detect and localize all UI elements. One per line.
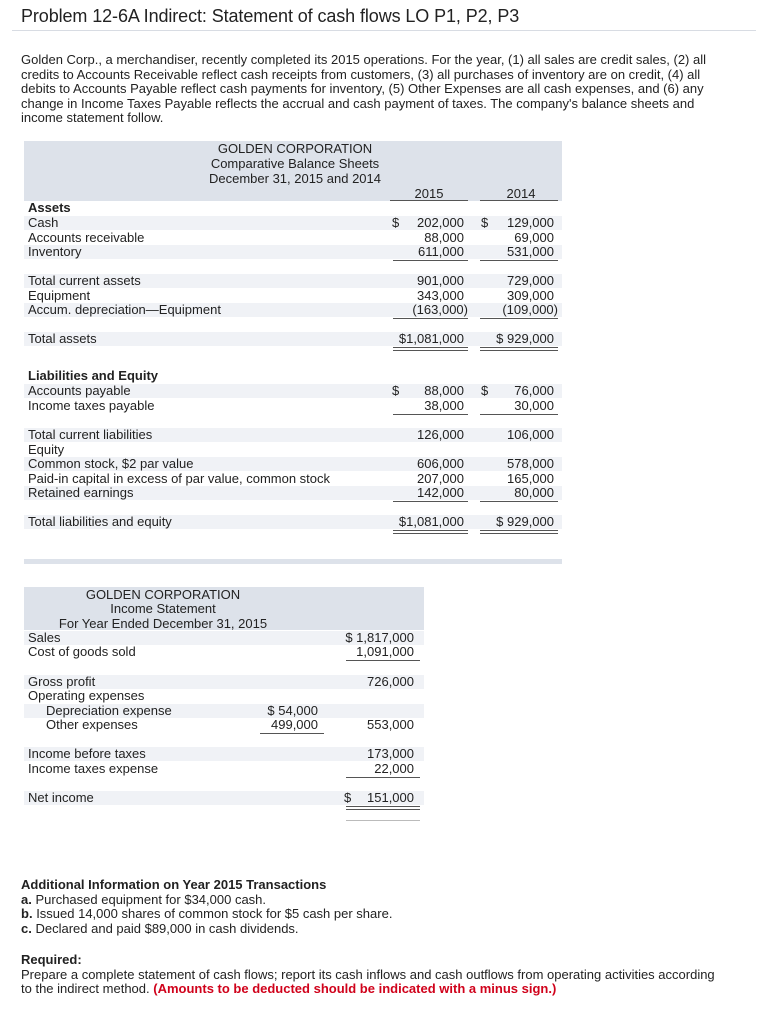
table-row: Net income $ 151,000 bbox=[24, 791, 424, 805]
total-line bbox=[480, 350, 558, 351]
balance-sheet bbox=[28, 141, 562, 564]
subtotal-line bbox=[346, 777, 420, 778]
required-heading: Required: bbox=[21, 952, 82, 967]
statement-period: For Year Ended December 31, 2015 bbox=[58, 616, 268, 631]
subtotal-line bbox=[480, 414, 558, 415]
table-row: Equipment 343,000 309,000 bbox=[28, 288, 554, 303]
total-line bbox=[480, 533, 558, 534]
equity-heading: Equity bbox=[28, 442, 65, 457]
title-divider bbox=[12, 30, 756, 31]
total-line bbox=[346, 820, 420, 821]
table-row: Income taxes expense 22,000 bbox=[28, 761, 414, 776]
table-row: Common stock, $2 par value 606,000 578,000 bbox=[24, 457, 562, 471]
problem-description: Golden Corp., a merchandiser, recently completed its 2015 operations. For the year, (1) all sales are credit sales, (2) all credits to Accounts Receivable reflect cash receipts from customers, (3) all purchases of inventory are on credit, (4) all debits to Accounts Payable reflect cash payments for inventory, (5) Other Expenses are all cash expenses, and (6) any change in Income Taxes Payable reflects the accrual and cash payment of taxes. The company's balance sheets and income statement follow. bbox=[21, 52, 706, 126]
company-name: GOLDEN CORPORATION bbox=[85, 587, 241, 602]
table-row: Accounts payable $ 88,000 $ 76,000 bbox=[24, 384, 562, 398]
total-line bbox=[346, 809, 420, 810]
year-2015: 2015 bbox=[414, 186, 444, 201]
subtotal-line bbox=[480, 318, 558, 319]
statement-name: Income Statement bbox=[110, 601, 216, 616]
subtotal-line bbox=[393, 414, 468, 415]
company-name: GOLDEN CORPORATION bbox=[217, 141, 373, 156]
list-item: a. Purchased equipment for $34,000 cash. bbox=[21, 891, 267, 907]
subtotal-line bbox=[393, 501, 468, 502]
required-section bbox=[21, 953, 721, 997]
statement-name: Comparative Balance Sheets bbox=[210, 156, 380, 171]
table-row: Total liabilities and equity $1,081,000 $ 929,000 bbox=[24, 515, 562, 529]
table-row: Accounts receivable 88,000 69,000 bbox=[28, 230, 554, 245]
table-row: Sales $ 1,817,000 bbox=[24, 631, 424, 645]
total-line bbox=[346, 806, 420, 807]
subtotal-line bbox=[393, 260, 468, 261]
table-row: Retained earnings 142,000 80,000 bbox=[24, 486, 562, 500]
subtotal-line bbox=[393, 318, 468, 319]
total-line bbox=[480, 347, 558, 348]
required-note: (Amounts to be deducted should be indicated with a minus sign.) bbox=[153, 981, 557, 997]
additional-heading: Additional Information on Year 2015 Transactions bbox=[21, 877, 327, 892]
table-row: Income taxes payable 38,000 30,000 bbox=[28, 398, 554, 413]
total-line bbox=[393, 530, 468, 531]
total-line bbox=[480, 530, 558, 531]
table-row: Total current assets 901,000 729,000 bbox=[24, 274, 562, 288]
table-row: Other expenses 499,000 553,000 bbox=[46, 717, 414, 732]
subtotal-line bbox=[480, 501, 558, 502]
table-row: Operating expenses bbox=[28, 688, 145, 703]
table-row: Paid-in capital in excess of par value, common stock 207,000 165,000 bbox=[28, 471, 554, 486]
table-row: Income before taxes 173,000 bbox=[24, 747, 424, 761]
balance-sheet-footer bbox=[24, 559, 562, 564]
table-row: Gross profit 726,000 bbox=[24, 675, 424, 689]
table-row: Total assets $1,081,000 $ 929,000 bbox=[24, 332, 562, 346]
table-row: Cost of goods sold 1,091,000 bbox=[28, 644, 414, 659]
liabilities-heading: Liabilities and Equity bbox=[28, 368, 159, 383]
subtotal-line bbox=[260, 733, 324, 734]
table-row: Accum. depreciation—Equipment (163,000) (109,000) bbox=[24, 303, 562, 317]
table-row: Total current liabilities 126,000 106,000 bbox=[24, 428, 562, 442]
table-row: Inventory 611,000 531,000 bbox=[24, 245, 562, 259]
required-text: Prepare a complete statement of cash flows; report its cash inflows and cash outflows from operating activities according to the indirect method. bbox=[21, 966, 715, 997]
subtotal-line bbox=[480, 260, 558, 261]
table-row: Depreciation expense $ 54,000 bbox=[24, 704, 424, 718]
additional-information bbox=[21, 878, 392, 936]
income-statement bbox=[28, 587, 424, 837]
assets-heading: Assets bbox=[28, 200, 71, 215]
table-row: Cash $ 202,000 $ 129,000 bbox=[24, 216, 562, 230]
page-title: Problem 12-6A Indirect: Statement of cash flows LO P1, P2, P3 bbox=[21, 6, 520, 26]
list-item: b. Issued 14,000 shares of common stock for $5 cash per share. bbox=[21, 906, 393, 922]
total-line bbox=[393, 347, 468, 348]
total-line bbox=[393, 350, 468, 351]
subtotal-line bbox=[346, 660, 420, 661]
year-2014: 2014 bbox=[506, 186, 536, 201]
statement-date: December 31, 2015 and 2014 bbox=[208, 171, 381, 186]
total-line bbox=[393, 533, 468, 534]
list-item: c. Declared and paid $89,000 in cash dividends. bbox=[21, 920, 299, 936]
